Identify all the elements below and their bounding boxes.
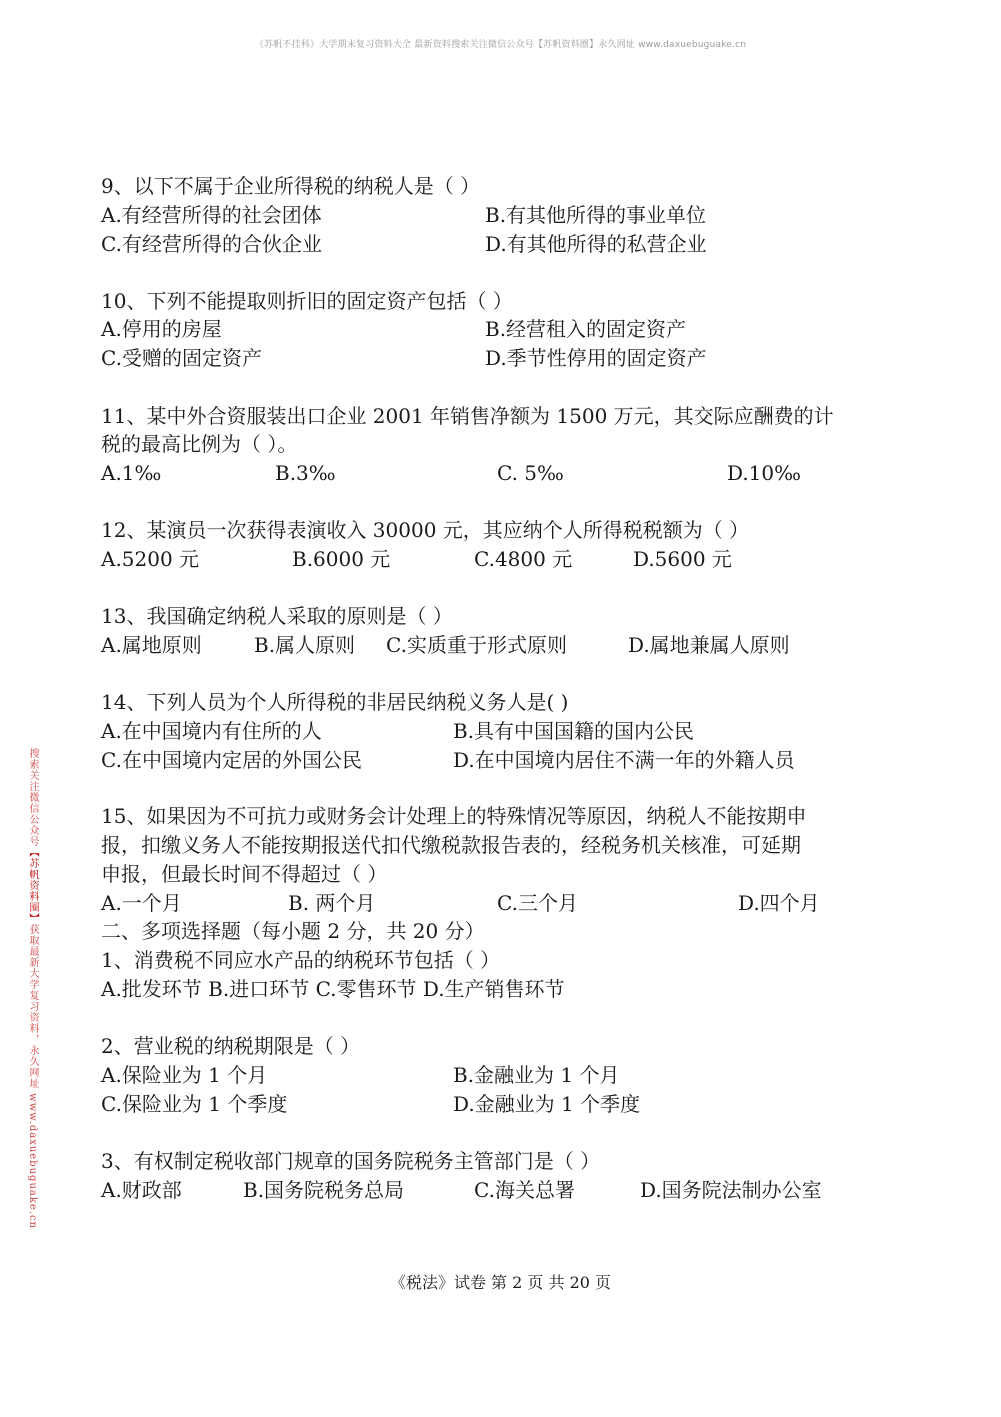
question-9-option-b: B.有其他所得的事业单位 [485,203,707,227]
question-13-stem: 13、我国确定纳税人采取的原则是（ ） [101,604,453,628]
question-9-option-d: D.有其他所得的私营企业 [485,232,707,256]
question-13-option-c: C.实质重于形式原则 [386,633,567,657]
question-15-stem-line-3: 申报，但最长时间不得超过（ ） [101,862,388,886]
question-12-stem: 12、某演员一次获得表演收入 30000 元，其应纳个人所得税税额为（ ） [101,518,750,542]
question-15-stem-line-2: 报，扣缴义务人不能按期报送代扣代缴税款报告表的，经税务机关核准，可延期 [101,833,801,857]
question-14-option-a: A.在中国境内有住所的人 [101,719,322,743]
question-11-stem-line-1: 11、某中外合资服装出口企业 2001 年销售净额为 1500 万元，其交际应酬费的计 [101,404,834,428]
question-11-option-b: B.3‰ [275,461,336,485]
question-12-option-d: D.5600 元 [633,547,732,571]
question-15-stem-line-1: 15、如果因为不可抗力或财务会计处理上的特殊情况等原因，纳税人不能按期申 [101,804,807,828]
question-11-option-a: A.1‰ [101,461,162,485]
multi-question-2-option-c: C.保险业为 1 个季度 [101,1092,288,1116]
question-15-option-c: C.三个月 [497,891,578,915]
question-11-option-c: C. 5‰ [497,461,564,485]
question-12-option-a: A.5200 元 [101,547,200,571]
section-2-heading: 二、多项选择题（每小题 2 分，共 20 分） [101,919,485,943]
question-10-option-b: B.经营租入的固定资产 [485,317,687,341]
side-watermark-part-b: 【苏帆资料圈】 [27,847,38,924]
multi-question-1-stem: 1、消费税不同应水产品的纳税环节包括（ ） [101,948,501,972]
question-10-option-c: C.受赠的固定资产 [101,346,262,370]
question-14-option-c: C.在中国境内定居的外国公民 [101,748,362,772]
side-watermark [24,748,38,1229]
question-9-option-c: C.有经营所得的合伙企业 [101,232,322,256]
multi-question-2-option-a: A.保险业为 1 个月 [101,1063,268,1087]
question-10-option-a: A.停用的房屋 [101,317,222,341]
multi-question-3-option-a: A.财政部 [101,1178,182,1202]
question-15-option-b: B. 两个月 [288,891,376,915]
question-14-option-d: D.在中国境内居住不满一年的外籍人员 [453,748,795,772]
question-15-option-a: A.一个月 [101,891,182,915]
multi-question-3-option-d: D.国务院法制办公室 [640,1178,822,1202]
question-11-stem-line-2: 税的最高比例为（ ）。 [101,432,298,456]
side-watermark-part-a: 搜索关注微信公众号 [27,748,38,847]
multi-question-2-option-b: B.金融业为 1 个月 [453,1063,620,1087]
multi-question-3-option-c: C.海关总署 [474,1178,575,1202]
question-10-option-d: D.季节性停用的固定资产 [485,346,707,370]
question-13-option-b: B.属人原则 [254,633,356,657]
question-11-option-d: D.10‰ [727,461,801,485]
question-14-option-b: B.具有中国国籍的国内公民 [453,719,695,743]
multi-question-3-option-b: B.国务院税务总局 [243,1178,405,1202]
multi-question-2-stem: 2、营业税的纳税期限是（ ） [101,1034,361,1058]
side-watermark-part-c: 获取最新大学复习资料，永久网址 www.daxuebuguake.cn [27,924,38,1230]
question-14-stem: 14、下列人员为个人所得税的非居民纳税义务人是( ) [101,690,569,714]
page-header-watermark: 《苏帆不挂科》大学期末复习资料大全 最新资料搜索关注微信公众号【苏帆资料圈】永久网址 www.daxuebuguake.cn [254,40,747,50]
question-15-option-d: D.四个月 [738,891,820,915]
question-10-stem: 10、下列不能提取则折旧的固定资产包括（ ） [101,289,513,313]
question-13-option-a: A.属地原则 [101,633,202,657]
multi-question-3-stem: 3、有权制定税收部门规章的国务院税务主管部门是（ ） [101,1149,601,1173]
multi-question-2-option-d: D.金融业为 1 个季度 [453,1092,641,1116]
multi-question-1-options: A.批发环节 B.进口环节 C.零售环节 D.生产销售环节 [101,977,565,1001]
question-12-option-c: C.4800 元 [474,547,573,571]
question-12-option-b: B.6000 元 [292,547,391,571]
question-9-stem: 9、以下不属于企业所得税的纳税人是（ ） [101,174,481,198]
question-9-option-a: A.有经营所得的社会团体 [101,203,322,227]
page-footer: 《税法》试卷 第 2 页 共 20 页 [389,1273,612,1292]
question-13-option-d: D.属地兼属人原则 [628,633,790,657]
